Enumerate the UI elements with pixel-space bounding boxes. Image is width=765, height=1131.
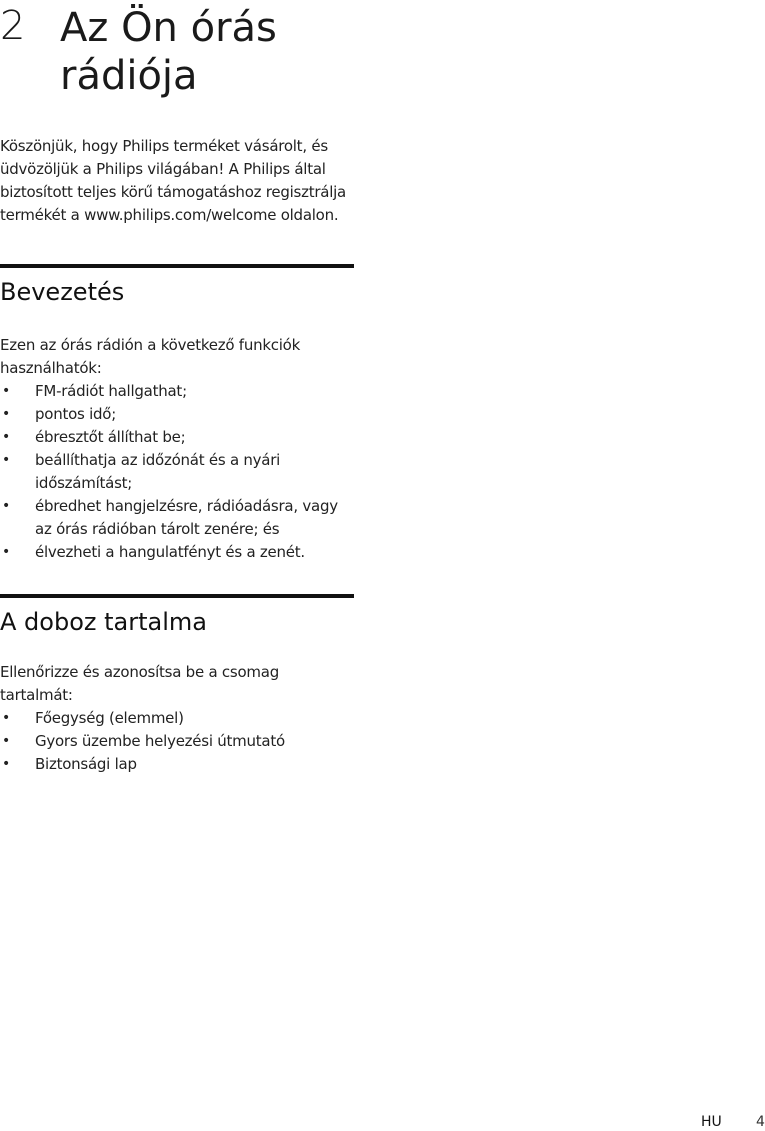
section-introduction	[0, 264, 354, 564]
list-item: • Biztonsági lap	[0, 753, 354, 776]
intro-paragraph: Köszönjük, hogy Philips terméket vásárolt, és üdvözöljük a Philips világában! A Philips által biztosított teljes körű támogatáshoz regisztrálja termékét a www.philips.com/welcome oldalon.	[0, 137, 346, 224]
bullet-icon: •	[2, 498, 11, 514]
list-item: • ébresztőt állíthat be;	[0, 426, 354, 449]
bullet-icon: •	[2, 452, 11, 468]
list-item: • ébredhet hangjelzésre, rádióadásra, vagy az órás rádióban tárolt zenére; és	[2, 497, 338, 538]
section-divider	[0, 594, 354, 598]
section-lead: Ezen az órás rádión a következő funkciók használhatók:	[0, 336, 301, 377]
bullet-icon: •	[2, 756, 11, 772]
section-divider	[0, 264, 354, 268]
section-heading: Bevezetés	[0, 278, 125, 306]
intro-block	[0, 135, 354, 227]
feature-list	[0, 380, 354, 564]
list-item: • pontos idő;	[0, 403, 354, 426]
bullet-icon: •	[2, 733, 11, 749]
bullet-icon: •	[2, 544, 11, 560]
contents-list	[0, 707, 354, 776]
chapter-number: 2	[0, 3, 26, 49]
bullet-icon: •	[2, 429, 11, 445]
list-item: • beállíthatja az időzónát és a nyári időszámítást;	[2, 451, 281, 492]
list-item: • Főegység (elemmel)	[0, 707, 354, 730]
bullet-icon: •	[2, 710, 11, 726]
section-heading: A doboz tartalma	[0, 608, 207, 636]
page-number: 4	[756, 1114, 765, 1130]
section-box-contents	[0, 594, 354, 776]
footer-language: HU	[701, 1114, 722, 1130]
chapter-title: Az Ön órás rádiója	[60, 5, 277, 99]
bullet-icon: •	[2, 406, 11, 422]
list-item: • élvezheti a hangulatfényt és a zenét.	[0, 541, 354, 564]
list-item: • FM-rádiót hallgathat;	[0, 380, 354, 403]
bullet-icon: •	[2, 383, 11, 399]
list-item: • Gyors üzembe helyezési útmutató	[0, 730, 354, 753]
section-lead: Ellenőrizze és azonosítsa be a csomag tartalmát:	[0, 663, 279, 704]
